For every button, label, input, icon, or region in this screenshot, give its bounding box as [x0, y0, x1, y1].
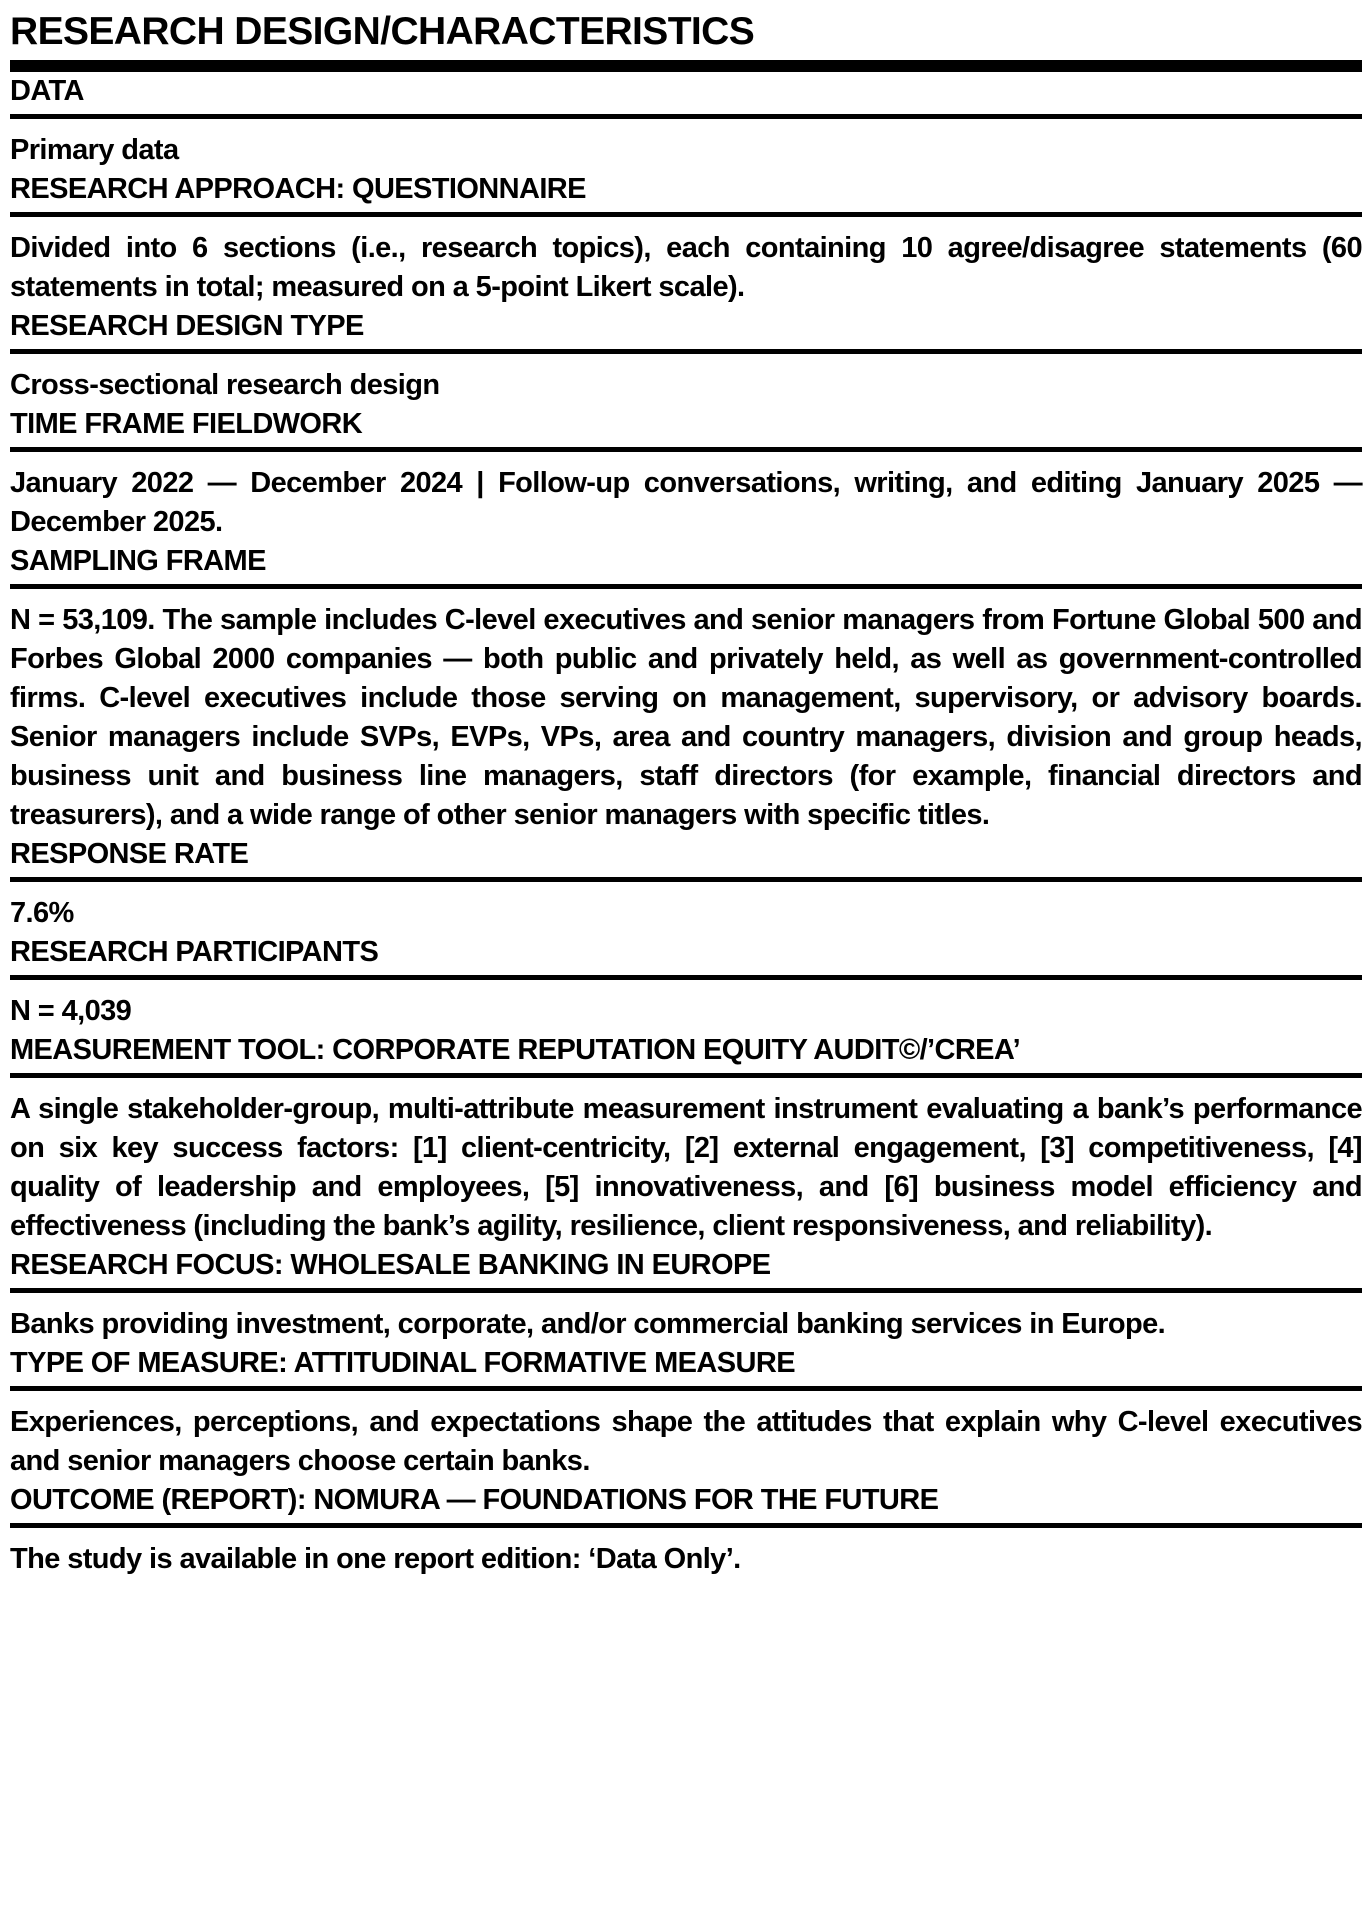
section-label: MEASUREMENT TOOL: CORPORATE REPUTATION EQUITY AUDIT©/’CREA’ — [10, 1034, 1021, 1066]
section-label: RESPONSE RATE — [10, 838, 249, 870]
page-title: RESEARCH DESIGN/CHARACTERISTICS — [10, 10, 755, 53]
section-outcome-report — [10, 1481, 1362, 1579]
title-divider — [10, 60, 1362, 72]
section-sampling-frame — [10, 542, 1362, 835]
section-research-participants — [10, 933, 1362, 1031]
section-label: RESEARCH PARTICIPANTS — [10, 936, 379, 968]
section-type-of-measure — [10, 1344, 1362, 1481]
section-label: RESEARCH DESIGN TYPE — [10, 310, 364, 342]
section-body: 7.6% — [10, 897, 74, 929]
section-research-design-type — [10, 307, 1362, 405]
section-body: Primary data — [10, 134, 179, 166]
section-body: A single stakeholder-group, multi-attribute measurement instrument evaluating a bank’s performance on six key success factors: [1] client-centricity, [2] external engagement, [3] competitiveness, [4] quality of leadership and employees, [5] innovativeness, and [6] business model efficiency and effectiveness (including the bank’s agility, resilience, client responsiveness, and reliability). — [10, 1093, 1362, 1242]
section-body: January 2022 — December 2024 | Follow-up conversations, writing, and editing January 2025 — December 2025. — [10, 467, 1362, 538]
section-label: RESEARCH APPROACH: QUESTIONNAIRE — [10, 173, 586, 205]
section-label: DATA — [10, 75, 84, 107]
section-response-rate — [10, 835, 1362, 933]
section-label: TYPE OF MEASURE: ATTITUDINAL FORMATIVE MEASURE — [10, 1347, 795, 1379]
section-body: Divided into 6 sections (i.e., research topics), each containing 10 agree/disagree statements (60 statements in total; measured on a 5-point Likert scale). — [10, 232, 1362, 303]
section-label: SAMPLING FRAME — [10, 545, 266, 577]
section-body: The study is available in one report edition: ‘Data Only’. — [10, 1543, 741, 1575]
section-time-frame — [10, 405, 1362, 542]
section-body: Experiences, perceptions, and expectations shape the attitudes that explain why C-level executives and senior managers choose certain banks. — [10, 1406, 1362, 1477]
section-body: N = 4,039 — [10, 995, 132, 1027]
section-label: RESEARCH FOCUS: WHOLESALE BANKING IN EUROPE — [10, 1249, 771, 1281]
section-research-approach — [10, 170, 1362, 307]
section-body: N = 53,109. The sample includes C-level executives and senior managers from Fortune Global 500 and Forbes Global 2000 companies — both public and privately held, as well as government-controlled firms. C-level executives include those serving on management, supervisory, or advisory boards. Senior managers include SVPs, EVPs, VPs, area and country managers, division and group heads, business unit and business line managers, staff directors (for example, financial directors and treasurers), and a wide range of other senior managers with specific titles. — [10, 604, 1362, 831]
section-label: TIME FRAME FIELDWORK — [10, 408, 363, 440]
section-data — [10, 72, 1362, 170]
document-page — [10, 0, 1362, 1579]
section-label: OUTCOME (REPORT): NOMURA — FOUNDATIONS FOR THE FUTURE — [10, 1484, 939, 1516]
section-research-focus — [10, 1246, 1362, 1344]
section-measurement-tool — [10, 1031, 1362, 1246]
section-body: Cross-sectional research design — [10, 369, 440, 401]
section-body: Banks providing investment, corporate, and/or commercial banking services in Europe. — [10, 1308, 1166, 1340]
